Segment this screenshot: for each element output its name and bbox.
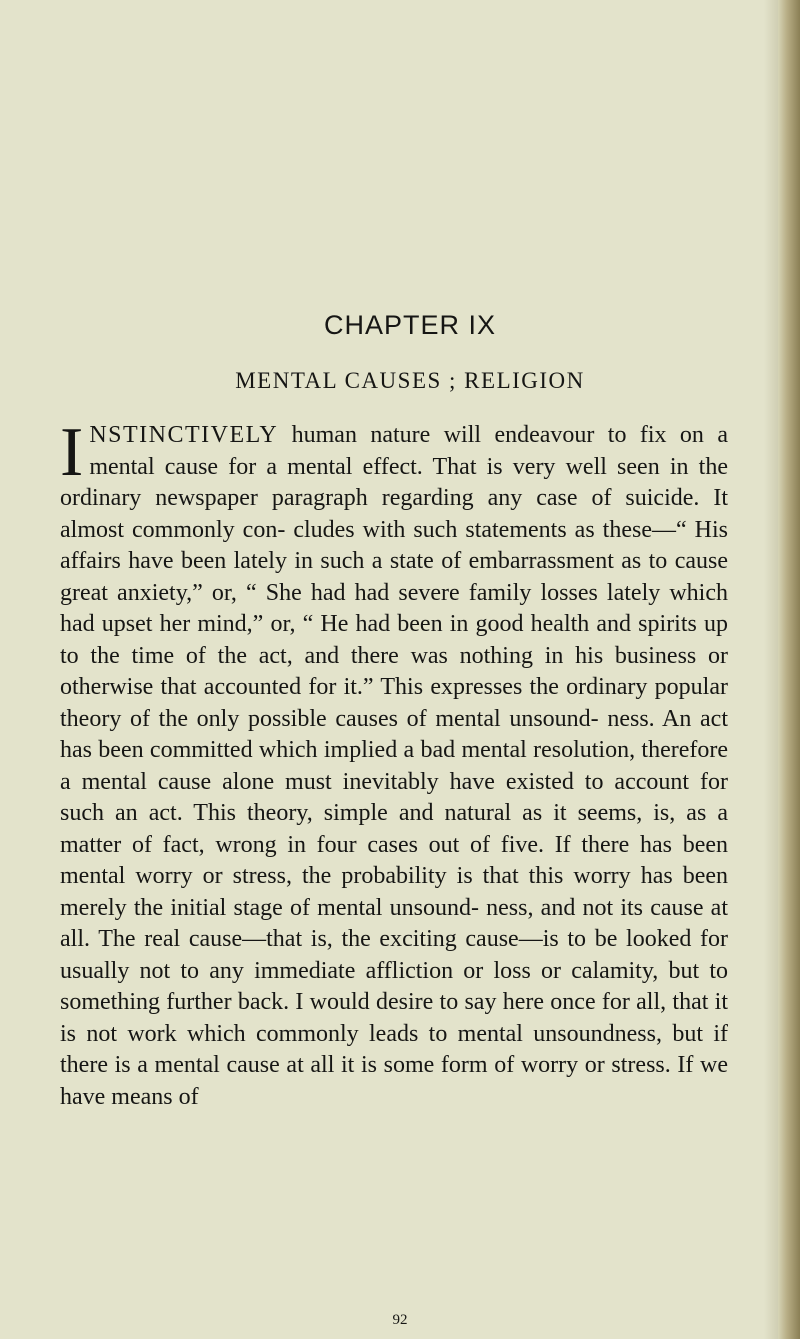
lead-word: NSTINCTIVELY: [89, 422, 279, 448]
page-edge-shadow: [764, 0, 778, 1339]
chapter-title: CHAPTER IX: [323, 310, 497, 340]
chapter-subtitle: MENTAL CAUSES ; RELIGION: [235, 368, 585, 393]
page-edge: [778, 0, 800, 1339]
body-paragraph: [60, 414, 728, 1113]
page-number: 92: [392, 1312, 408, 1328]
paragraph-text: human nature will endeavour to fix on a mental cause for a mental effect. That is very well seen in the ordinary newspaper paragraph regarding any case of suicide. It almost commonly con- cludes with such statements as these—“ His affairs have been lately in such a state of embarrassment as to cause great anxiety,” or, “ She had had severe family losses lately which had upset her mind,” or, “ He had been in good health and spirits up to the time of the act, and there was nothing in his business or otherwise that accounted for it.” This expresses the ordinary popular theory of the only possible causes of mental unsound- ness. An act has been committed which implied a bad mental resolution, therefore a mental cause alone must inevitably have existed to account for such an act. This theory, simple and natural as it seems, is, as a matter of fact, wrong in four cases out of five. If there has been mental worry or stress, the probability is that this worry has been merely the initial stage of mental unsound- ness, and not its cause at all. The real cause—that is, the exciting cause—is to be looked for usually not to any immediate affliction or loss or calamity, but to something further back. I would desire to say here once for all, that it is not work which commonly leads to mental unsoundness, but if there is a mental cause at all it is some form of worry or stress. If we have means of: [60, 422, 728, 1110]
drop-cap: I: [60, 414, 84, 491]
